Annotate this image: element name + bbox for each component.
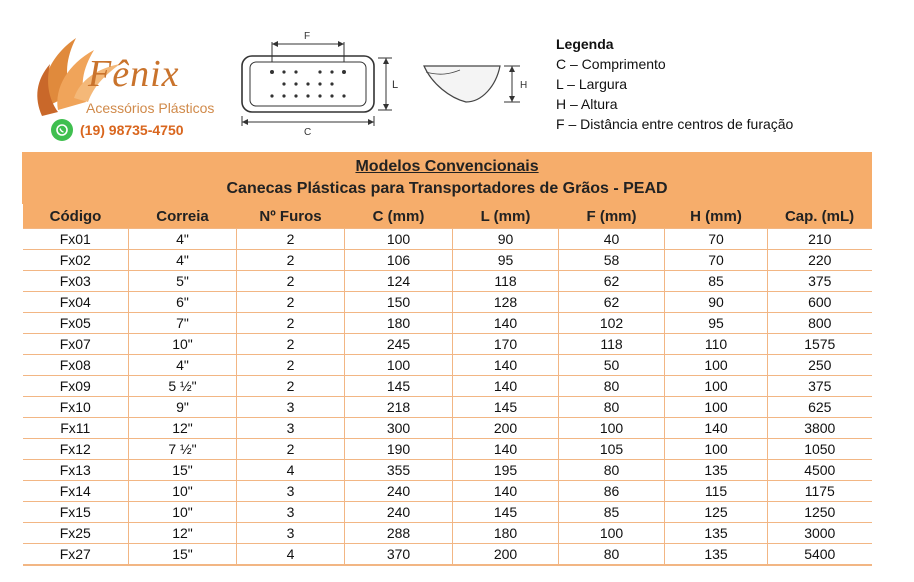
column-header: L (mm) [453,204,559,229]
table-cell: Fx12 [23,439,129,460]
table-cell: 2 [237,229,345,250]
table-cell: 240 [345,481,453,502]
table-cell: Fx14 [23,481,129,502]
table-cell: 70 [665,229,768,250]
table-cell: 140 [453,313,559,334]
table-cell: 118 [559,334,665,355]
table-cell: 135 [665,523,768,544]
table-title-cell [23,153,872,204]
legend-item: H – Altura [556,96,618,112]
column-header: Cap. (mL) [768,204,872,229]
table-cell: 58 [559,250,665,271]
table-cell: Fx10 [23,397,129,418]
table-cell: 145 [453,397,559,418]
table-cell: 1050 [768,439,872,460]
table-cell: 80 [559,460,665,481]
table-cell: 100 [345,355,453,376]
table-cell: 124 [345,271,453,292]
table-cell: 600 [768,292,872,313]
table-cell: Fx07 [23,334,129,355]
table-cell: 135 [665,544,768,566]
table-cell: 3 [237,481,345,502]
table-cell: 625 [768,397,872,418]
table-cell: 100 [665,355,768,376]
table-cell: Fx11 [23,418,129,439]
table-cell: 135 [665,460,768,481]
table-cell: 140 [453,376,559,397]
dim-label-f: F [304,31,311,42]
table-cell: 190 [345,439,453,460]
table-cell: 62 [559,292,665,313]
table-cell: 12" [129,418,237,439]
table-cell: 100 [665,376,768,397]
table-cell: 95 [453,250,559,271]
table-cell: 140 [665,418,768,439]
table-cell: 90 [665,292,768,313]
table-cell: 2 [237,292,345,313]
brand-name: Fênix [88,53,180,95]
table-cell: 95 [665,313,768,334]
table-cell: 15" [129,544,237,566]
table-row [23,355,872,376]
table-row [23,250,872,271]
table-cell: 170 [453,334,559,355]
table-cell: 50 [559,355,665,376]
table-cell: Fx08 [23,355,129,376]
table-cell: 245 [345,334,453,355]
table-cell: Fx09 [23,376,129,397]
table-cell: 355 [345,460,453,481]
column-header: Correia [129,204,237,229]
table-cell: Fx05 [23,313,129,334]
table-cell: 288 [345,523,453,544]
table-cell: Fx25 [23,523,129,544]
table-cell: 1175 [768,481,872,502]
table-cell: 4 [237,544,345,566]
table-row [23,292,872,313]
table-cell: 105 [559,439,665,460]
table-cell: 40 [559,229,665,250]
table-cell: 2 [237,355,345,376]
bucket-top-view-diagram [232,26,422,138]
table-cell: 4" [129,250,237,271]
column-header: Código [23,204,129,229]
table-cell: 10" [129,481,237,502]
table-cell: 800 [768,313,872,334]
table-row [23,544,872,566]
table-row [23,376,872,397]
table-cell: 9" [129,397,237,418]
whatsapp-icon [51,119,73,141]
table-cell: 145 [453,502,559,523]
table-cell: 200 [453,544,559,566]
table-cell: 80 [559,544,665,566]
table-cell: Fx04 [23,292,129,313]
table-cell: 4" [129,229,237,250]
table-cell: 100 [559,418,665,439]
table-cell: 370 [345,544,453,566]
table-cell: 125 [665,502,768,523]
table-cell: 3000 [768,523,872,544]
table-cell: 5" [129,271,237,292]
table-cell: Fx03 [23,271,129,292]
table-cell: 240 [345,502,453,523]
column-header: C (mm) [345,204,453,229]
table-cell: 106 [345,250,453,271]
table-cell: 300 [345,418,453,439]
table-cell: 1575 [768,334,872,355]
table-cell: 100 [559,523,665,544]
table-cell: 220 [768,250,872,271]
legend-title: Legenda [556,36,614,52]
table-cell: 375 [768,271,872,292]
table-row [23,460,872,481]
table-cell: 180 [453,523,559,544]
table-row [23,502,872,523]
table-subtitle: Canecas Plásticas para Transportadores de Grãos - PEAD [226,180,668,197]
table-header-row [23,204,872,229]
table-cell: 100 [345,229,453,250]
table-cell: 4" [129,355,237,376]
legend [556,34,793,134]
table-cell: 1250 [768,502,872,523]
table-cell: 2 [237,271,345,292]
table-row [23,271,872,292]
table-cell: 4 [237,460,345,481]
legend-item: F – Distância entre centros de furação [556,116,794,132]
table-cell: 118 [453,271,559,292]
table-cell: 7" [129,313,237,334]
table-title: Modelos Convencionais [355,158,539,175]
table-cell: 62 [559,271,665,292]
table-cell: 12" [129,523,237,544]
table-cell: 10" [129,334,237,355]
table-cell: 85 [665,271,768,292]
table-cell: 80 [559,376,665,397]
dim-label-h: H [520,80,528,91]
table-cell: 150 [345,292,453,313]
table-cell: 6" [129,292,237,313]
dim-label-l: L [392,79,399,91]
table-cell: 375 [768,376,872,397]
table-cell: 180 [345,313,453,334]
table-row [23,313,872,334]
table-cell: 2 [237,334,345,355]
table-cell: 100 [665,397,768,418]
table-cell: 140 [453,355,559,376]
table-cell: 210 [768,229,872,250]
table-cell: 2 [237,250,345,271]
table-cell: 128 [453,292,559,313]
table-cell: 3800 [768,418,872,439]
table-cell: 110 [665,334,768,355]
table-cell: 2 [237,439,345,460]
table-cell: 5 ½" [129,376,237,397]
table-cell: Fx01 [23,229,129,250]
table-cell: 70 [665,250,768,271]
table-cell: 100 [665,439,768,460]
table-row [23,229,872,250]
table-cell: 2 [237,376,345,397]
table-cell: 80 [559,397,665,418]
table-row [23,439,872,460]
table-cell: 3 [237,418,345,439]
table-cell: Fx13 [23,460,129,481]
table-cell: Fx15 [23,502,129,523]
table-cell: 15" [129,460,237,481]
table-cell: 2 [237,313,345,334]
bucket-side-view-diagram [420,52,540,120]
table-cell: 3 [237,523,345,544]
column-header: H (mm) [665,204,768,229]
brand-tagline: Acessórios Plásticos [86,100,215,116]
table-row [23,481,872,502]
table-row [23,334,872,355]
table-cell: 5400 [768,544,872,566]
table-cell: Fx27 [23,544,129,566]
table-row [23,418,872,439]
dim-label-c: C [304,127,312,138]
table-row [23,397,872,418]
models-table [22,152,872,566]
column-header: Nº Furos [237,204,345,229]
table-cell: 3 [237,397,345,418]
table-cell: Fx02 [23,250,129,271]
table-cell: 4500 [768,460,872,481]
table-cell: 250 [768,355,872,376]
table-row [23,523,872,544]
table-cell: 200 [453,418,559,439]
table-cell: 115 [665,481,768,502]
table-cell: 3 [237,502,345,523]
phone-number: (19) 98735-4750 [80,122,184,138]
column-header: F (mm) [559,204,665,229]
table-cell: 7 ½" [129,439,237,460]
table-cell: 90 [453,229,559,250]
table-cell: 85 [559,502,665,523]
table-cell: 218 [345,397,453,418]
table-cell: 145 [345,376,453,397]
table-cell: 86 [559,481,665,502]
table-cell: 102 [559,313,665,334]
table-cell: 140 [453,481,559,502]
legend-item: C – Comprimento [556,56,666,72]
legend-item: L – Largura [556,76,628,92]
table-cell: 10" [129,502,237,523]
table-cell: 195 [453,460,559,481]
table-cell: 140 [453,439,559,460]
